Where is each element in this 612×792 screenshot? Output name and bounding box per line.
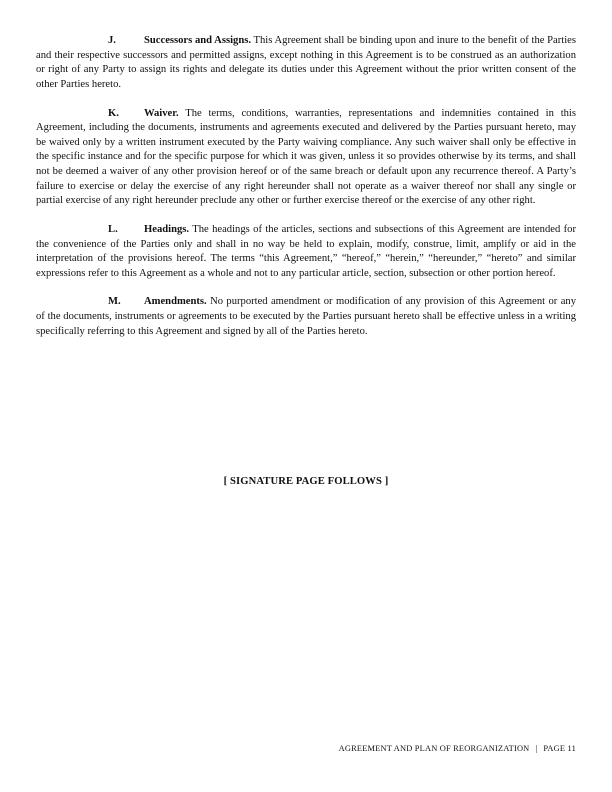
section-k	[36, 107, 576, 209]
section-m	[36, 295, 576, 339]
section-heading: Headings.	[144, 223, 190, 235]
section-l	[36, 223, 576, 281]
footer-title: AGREEMENT AND PLAN OF REORGANIZATION	[338, 744, 530, 753]
section-body: No purported amendment or modification of any provision of this Agreement or any of the documents, instruments or agreements to be executed by the Parties pursuant hereto shall be effective unless in a writing specifically referring to this Agreement and signed by all of the Parties hereto.	[36, 296, 576, 337]
page-footer	[339, 744, 576, 753]
section-heading: Amendments.	[144, 296, 207, 308]
signature-page-notice: [ SIGNATURE PAGE FOLLOWS ]	[223, 476, 389, 487]
footer-separator: |	[535, 744, 538, 753]
section-body: This Agreement shall be binding upon and inure to the benefit of the Parties and their respective successors and permitted assigns, except nothing in this Agreement is to be construed as an authorization or right of any Party to assign its rights and delegate its duties under this Agreement without the prior written consent of the other Parties hereto.	[36, 35, 576, 90]
section-letter: M.	[108, 296, 121, 308]
document-body	[36, 34, 576, 353]
section-body: The headings of the articles, sections and subsections of this Agreement are intended for the convenience of the Parties only and shall in no way be held to explain, modify, construe, limit, amplify or aid in the interpretation of the provisions hereof. The terms “this Agreement,” “hereof,” “herein,” “hereunder,” “hereto” and similar expressions refer to this Agreement as a whole and not to any particular article, section, subsection or other portion hereof.	[36, 223, 576, 279]
footer-page-number: PAGE 11	[543, 744, 576, 753]
section-heading: Successors and Assigns.	[144, 35, 251, 46]
section-body: The terms, conditions, warranties, representations and indemnities contained in this Agreement, including the documents, instruments and agreements executed and delivered by the Parties pursuant hereto, may be waived only by a written instrument executed by the Party waiving compliance. Any such waiver shall only be effective in the specific instance and for the specific purpose for which it was given, unless it so provides otherwise by its terms, and shall not be deemed a waiver of any other provision hereof or of the same breach or default upon any recurrence thereof. A Party’s failure to exercise or delay the exercise of any right hereunder shall not operate as a waiver thereof nor shall any single or partial exercise of any right hereunder preclude any other or further exercise thereof or the exercise of any other right.	[36, 107, 576, 207]
section-letter: L.	[108, 223, 118, 235]
section-j	[36, 34, 576, 92]
section-letter: K.	[108, 107, 119, 119]
section-heading: Waiver.	[144, 107, 179, 119]
section-letter: J.	[108, 35, 116, 46]
